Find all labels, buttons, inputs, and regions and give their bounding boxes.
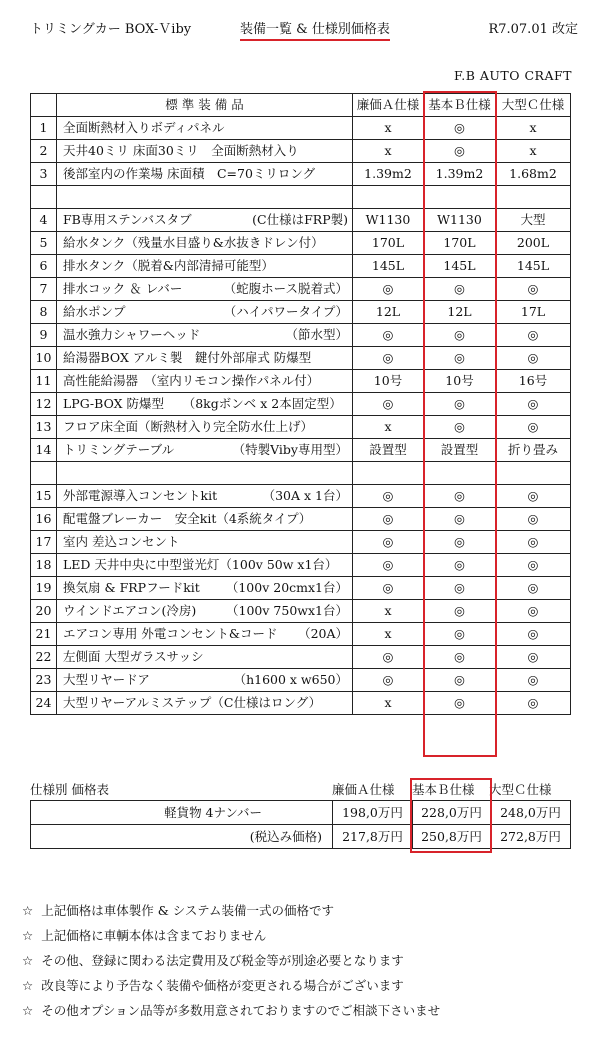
- row-number: 22: [31, 646, 57, 669]
- spec-a-value: x: [353, 623, 424, 646]
- spec-b-value: ◎: [424, 508, 496, 531]
- spec-a-value: ◎: [353, 531, 424, 554]
- spec-a-value: x: [353, 600, 424, 623]
- spec-a-value: 170L: [353, 232, 424, 255]
- spec-b-value: ◎: [424, 646, 496, 669]
- notes-list: [22, 898, 440, 1023]
- doc-subtitle-text: 装備一覧 & 仕様別価格表: [240, 22, 390, 41]
- table-row: [31, 347, 571, 370]
- spec-c-value: ◎: [496, 485, 571, 508]
- equipment-name: [57, 623, 353, 646]
- table-row: [31, 324, 571, 347]
- spec-c-value: ◎: [496, 324, 571, 347]
- note-item: [22, 998, 440, 1023]
- spec-a-value: x: [353, 692, 424, 715]
- price-a: 198,0万円: [333, 801, 413, 825]
- equipment-name: [57, 255, 353, 278]
- table-header-row: [31, 94, 571, 117]
- spec-c-value: ◎: [496, 669, 571, 692]
- star-icon: ☆: [22, 978, 34, 993]
- spec-a-value: ◎: [353, 278, 424, 301]
- spec-b-value: 設置型: [424, 439, 496, 462]
- spec-a-value: ◎: [353, 393, 424, 416]
- equipment-name-text: 排水タンク（脱着&内部清掃可能型）: [63, 258, 274, 273]
- equipment-note: （30A x 1台）: [262, 488, 348, 503]
- empty-cell: [57, 186, 353, 209]
- equipment-name: [57, 301, 353, 324]
- spec-c-value: 大型: [496, 209, 571, 232]
- equipment-name: [57, 439, 353, 462]
- equipment-name: [57, 163, 353, 186]
- revision-date: R7.07.01 改定: [488, 22, 578, 37]
- equipment-name-text: 外部電源導入コンセントkit: [63, 488, 218, 503]
- spec-a-value: ◎: [353, 577, 424, 600]
- equipment-table: [30, 93, 571, 715]
- note-text: その他、登録に関わる法定費用及び税金等が別途必要となります: [41, 953, 404, 968]
- table-row: [31, 531, 571, 554]
- equipment-name: [57, 209, 353, 232]
- header-spec-a: 廉価Ａ仕様: [353, 94, 424, 117]
- note-text: 上記価格は車体製作 & システム装備一式の価格です: [41, 903, 335, 918]
- price-head-a: 廉価Ａ仕様: [332, 782, 395, 797]
- spec-b-value: ◎: [424, 347, 496, 370]
- spec-a-value: x: [353, 117, 424, 140]
- equipment-note: （20A）: [298, 626, 348, 641]
- spec-c-value: 1.68m2: [496, 163, 571, 186]
- row-number: 4: [31, 209, 57, 232]
- table-row: [31, 577, 571, 600]
- spec-b-value: 1.39m2: [424, 163, 496, 186]
- spec-c-value: ◎: [496, 646, 571, 669]
- header-spec-c: 大型Ｃ仕様: [496, 94, 571, 117]
- header-no-cell: [31, 94, 57, 117]
- spec-c-value: x: [496, 140, 571, 163]
- row-number: 17: [31, 531, 57, 554]
- spec-b-value: W1130: [424, 209, 496, 232]
- spec-b-value: ◎: [424, 554, 496, 577]
- spec-c-value: ◎: [496, 393, 571, 416]
- row-number: 9: [31, 324, 57, 347]
- spec-a-value: x: [353, 140, 424, 163]
- equipment-name-text: エアコン専用 外電コンセント&コード: [63, 626, 278, 641]
- spec-a-value: ◎: [353, 554, 424, 577]
- equipment-name-text: 後部室内の作業場 床面積 C=70ミリロング: [63, 166, 316, 181]
- spec-c-value: x: [496, 117, 571, 140]
- table-row: [31, 600, 571, 623]
- header-spec-b: 基本Ｂ仕様: [424, 94, 496, 117]
- spec-c-value: ◎: [496, 416, 571, 439]
- equipment-name-text: 左側面 大型ガラスサッシ: [63, 649, 204, 664]
- table-row: [31, 278, 571, 301]
- note-item: [22, 898, 440, 923]
- table-spacer-row: [31, 462, 571, 485]
- equipment-note: （ハイパワータイプ）: [223, 304, 348, 319]
- equipment-name: [57, 646, 353, 669]
- table-row: [31, 301, 571, 324]
- row-number: 8: [31, 301, 57, 324]
- equipment-name-text: 天井40ミリ 床面30ミリ 全面断熱材入り: [63, 143, 299, 158]
- spec-b-value: ◎: [424, 278, 496, 301]
- equipment-name-text: LED 天井中央に中型蛍光灯（100v 50w x1台）: [63, 557, 338, 572]
- star-icon: ☆: [22, 1003, 34, 1018]
- row-number: 7: [31, 278, 57, 301]
- empty-cell: [496, 462, 571, 485]
- equipment-name: [57, 692, 353, 715]
- equipment-name-text: 給水ポンプ: [63, 304, 126, 319]
- equipment-name: [57, 278, 353, 301]
- spec-c-value: 145L: [496, 255, 571, 278]
- spec-c-value: 17L: [496, 301, 571, 324]
- spec-c-value: ◎: [496, 531, 571, 554]
- price-label-vehicle: [31, 801, 333, 825]
- spec-a-value: 設置型: [353, 439, 424, 462]
- spec-c-value: ◎: [496, 554, 571, 577]
- row-number: 23: [31, 669, 57, 692]
- spec-b-value: ◎: [424, 393, 496, 416]
- equipment-name: [57, 485, 353, 508]
- equipment-name-text: 換気扇 & FRPフードkit: [63, 580, 200, 595]
- spec-c-value: ◎: [496, 577, 571, 600]
- spec-b-value: ◎: [424, 416, 496, 439]
- price-tax-c: 272,8万円: [491, 825, 571, 849]
- spec-a-value: ◎: [353, 347, 424, 370]
- equipment-name: [57, 508, 353, 531]
- row-number: 5: [31, 232, 57, 255]
- empty-cell: [31, 186, 57, 209]
- row-number: 24: [31, 692, 57, 715]
- spec-b-value: ◎: [424, 692, 496, 715]
- spec-a-value: ◎: [353, 485, 424, 508]
- spec-b-value: ◎: [424, 117, 496, 140]
- equipment-name-text: 全面断熱材入りボディパネル: [63, 120, 225, 135]
- spec-b-value: ◎: [424, 669, 496, 692]
- price-table: [30, 800, 571, 849]
- price-b: 228,0万円: [413, 801, 491, 825]
- table-row: [31, 209, 571, 232]
- note-item: [22, 973, 440, 998]
- equipment-name: [57, 531, 353, 554]
- equipment-note: （100v 20cmx1台）: [225, 580, 348, 595]
- price-tax-a: 217,8万円: [333, 825, 413, 849]
- spec-a-value: ◎: [353, 324, 424, 347]
- spec-b-value: ◎: [424, 485, 496, 508]
- price-head-b: 基本Ｂ仕様: [412, 782, 475, 797]
- company-name: F.B AUTO CRAFT: [454, 68, 572, 83]
- equipment-name: [57, 232, 353, 255]
- table-row: [31, 163, 571, 186]
- note-item: [22, 948, 440, 973]
- equipment-name-text: 給水タンク（残量水目盛り&水抜きドレン付）: [63, 235, 324, 250]
- equipment-name-text: 高性能給湯器 （室内リモコン操作パネル付）: [63, 373, 320, 388]
- empty-cell: [31, 462, 57, 485]
- row-number: 16: [31, 508, 57, 531]
- spec-a-value: x: [353, 416, 424, 439]
- note-text: 改良等により予告なく装備や価格が変更される場合がございます: [41, 978, 404, 993]
- price-row-tax: [31, 825, 571, 849]
- empty-cell: [57, 462, 353, 485]
- spec-b-value: ◎: [424, 623, 496, 646]
- spec-c-value: 折り畳み: [496, 439, 571, 462]
- note-text: 上記価格に車輌本体は含まておりません: [41, 928, 267, 943]
- row-number: 18: [31, 554, 57, 577]
- spec-a-value: 12L: [353, 301, 424, 324]
- equipment-note: （蛇腹ホース脱着式）: [223, 281, 348, 296]
- equipment-name: [57, 324, 353, 347]
- equipment-name-text: 室内 差込コンセント: [63, 534, 180, 549]
- empty-cell: [496, 186, 571, 209]
- doc-title: トリミングカー BOX-Ｖiby: [30, 22, 192, 37]
- spec-b-value: ◎: [424, 140, 496, 163]
- equipment-name: [57, 347, 353, 370]
- row-number: 14: [31, 439, 57, 462]
- table-row: [31, 554, 571, 577]
- empty-cell: [353, 462, 424, 485]
- table-row: [31, 140, 571, 163]
- table-row: [31, 416, 571, 439]
- price-label-vehicle-text: 軽貨物 4ナンバー: [164, 805, 262, 820]
- spec-b-value: 170L: [424, 232, 496, 255]
- spec-a-value: ◎: [353, 669, 424, 692]
- price-tax-b: 250,8万円: [413, 825, 491, 849]
- table-spacer-row: [31, 186, 571, 209]
- spec-a-value: ◎: [353, 508, 424, 531]
- equipment-name: [57, 416, 353, 439]
- table-row: [31, 646, 571, 669]
- row-number: 3: [31, 163, 57, 186]
- table-row: [31, 439, 571, 462]
- empty-cell: [424, 462, 496, 485]
- equipment-name: [57, 669, 353, 692]
- spec-c-value: ◎: [496, 347, 571, 370]
- equipment-name-text: LPG-BOX 防爆型 （8kgボンベ x 2本固定型）: [63, 396, 342, 411]
- star-icon: ☆: [22, 903, 34, 918]
- equipment-note: （特製Viby専用型）: [232, 442, 348, 457]
- equipment-note: （100v 750wx1台）: [226, 603, 348, 618]
- spec-c-value: 16号: [496, 370, 571, 393]
- equipment-name-text: 大型リヤードア: [63, 672, 150, 687]
- equipment-name-text: フロア床全面（断熱材入り完全防水仕上げ）: [63, 419, 314, 434]
- equipment-name: [57, 393, 353, 416]
- empty-cell: [353, 186, 424, 209]
- row-number: 11: [31, 370, 57, 393]
- equipment-name: [57, 370, 353, 393]
- equipment-name: [57, 600, 353, 623]
- spec-b-value: ◎: [424, 531, 496, 554]
- price-c: 248,0万円: [491, 801, 571, 825]
- equipment-name: [57, 554, 353, 577]
- price-label-tax: (税込み価格): [31, 825, 333, 849]
- price-row-base: [31, 801, 571, 825]
- spec-b-value: 145L: [424, 255, 496, 278]
- equipment-name-text: 大型リヤーアルミステップ（C仕様はロング）: [63, 695, 322, 710]
- table-row: [31, 255, 571, 278]
- spec-c-value: ◎: [496, 623, 571, 646]
- doc-subtitle: [240, 18, 390, 37]
- table-row: [31, 669, 571, 692]
- spec-c-value: ◎: [496, 278, 571, 301]
- table-row: [31, 485, 571, 508]
- spec-b-value: 10号: [424, 370, 496, 393]
- spec-a-value: W1130: [353, 209, 424, 232]
- row-number: 15: [31, 485, 57, 508]
- spec-b-value: ◎: [424, 577, 496, 600]
- spec-a-value: 1.39m2: [353, 163, 424, 186]
- row-number: 10: [31, 347, 57, 370]
- spec-a-value: ◎: [353, 646, 424, 669]
- row-number: 1: [31, 117, 57, 140]
- equipment-name-text: ウインドエアコン(冷房): [63, 603, 197, 618]
- header-standard: 標 準 装 備 品: [57, 94, 353, 117]
- equipment-name: [57, 577, 353, 600]
- empty-cell: [424, 186, 496, 209]
- table-row: [31, 508, 571, 531]
- row-number: 21: [31, 623, 57, 646]
- row-number: 20: [31, 600, 57, 623]
- row-number: 6: [31, 255, 57, 278]
- spec-b-value: ◎: [424, 600, 496, 623]
- spec-b-value: 12L: [424, 301, 496, 324]
- table-row: [31, 370, 571, 393]
- row-number: 12: [31, 393, 57, 416]
- table-row: [31, 692, 571, 715]
- spec-b-value: ◎: [424, 324, 496, 347]
- table-row: [31, 393, 571, 416]
- star-icon: ☆: [22, 953, 34, 968]
- note-item: [22, 923, 440, 948]
- equipment-note: （h1600 x w650）: [233, 672, 348, 687]
- equipment-name-text: FB専用ステンバスタブ: [63, 212, 192, 227]
- equipment-note: (C仕様はFRP製): [252, 212, 348, 227]
- spec-a-value: 10号: [353, 370, 424, 393]
- spec-c-value: ◎: [496, 692, 571, 715]
- equipment-name-text: 排水コック ＆ レバー: [63, 281, 183, 296]
- equipment-name-text: 温水強力シャワーヘッド: [63, 327, 201, 342]
- equipment-name: [57, 140, 353, 163]
- price-head-c: 大型Ｃ仕様: [489, 782, 552, 797]
- equipment-name-text: 給湯器BOX アルミ製 鍵付外部扉式 防爆型: [63, 350, 312, 365]
- equipment-name: [57, 117, 353, 140]
- row-number: 19: [31, 577, 57, 600]
- spec-c-value: 200L: [496, 232, 571, 255]
- equipment-name-text: トリミングテーブル: [63, 442, 175, 457]
- spec-c-value: ◎: [496, 508, 571, 531]
- equipment-name-text: 配電盤ブレーカー 安全kit（4系統タイプ）: [63, 511, 312, 526]
- spec-a-value: 145L: [353, 255, 424, 278]
- equipment-note: （節水型）: [285, 327, 348, 342]
- table-row: [31, 232, 571, 255]
- table-row: [31, 117, 571, 140]
- row-number: 2: [31, 140, 57, 163]
- table-row: [31, 623, 571, 646]
- spec-c-value: ◎: [496, 600, 571, 623]
- note-text: その他オプション品等が多数用意されておりますのでご相談下さいませ: [41, 1003, 441, 1018]
- price-table-title: 仕様別 価格表: [30, 782, 109, 797]
- row-number: 13: [31, 416, 57, 439]
- star-icon: ☆: [22, 928, 34, 943]
